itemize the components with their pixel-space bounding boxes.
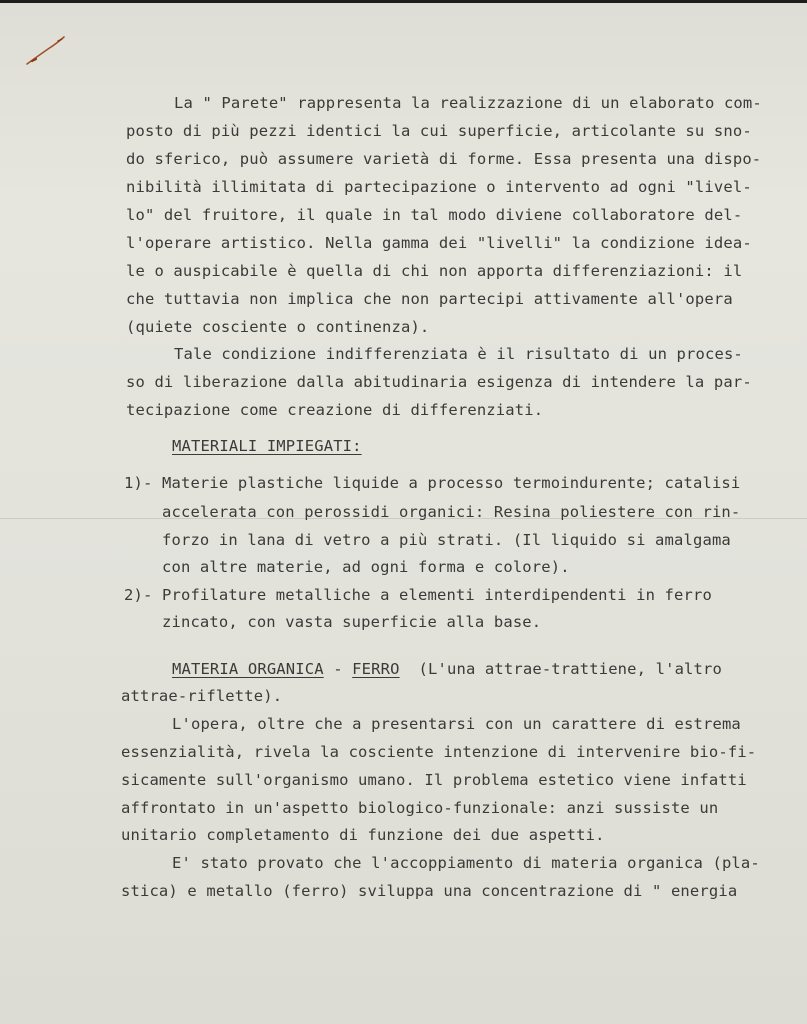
paragraph-1-line-4: nibilità illimitata di partecipazione o intervento ad ogni "livel- bbox=[126, 178, 752, 196]
section-2-heading-a: MATERIA ORGANICA bbox=[172, 660, 324, 678]
material-1-number: 1)- bbox=[124, 474, 153, 492]
material-2-line-1: Profilature metalliche a elementi interdipendenti in ferro bbox=[162, 586, 712, 604]
section-2-heading bbox=[172, 660, 722, 678]
paragraph-1-line-1: La " Parete" rappresenta la realizzazione di un elaborato com- bbox=[174, 94, 762, 112]
material-1-line-1: Materie plastiche liquide a processo termoindurente; catalisi bbox=[162, 474, 741, 492]
paragraph-1-line-6: l'operare artistico. Nella gamma dei "livelli" la condizione idea- bbox=[126, 234, 752, 252]
paragraph-2-line-2: so di liberazione dalla abitudinaria esigenza di intendere la par- bbox=[126, 373, 752, 391]
paragraph-1-line-2: posto di più pezzi identici la cui superficie, articolante su sno- bbox=[126, 122, 752, 140]
paragraph-1-line-3: do sferico, può assumere varietà di forme. Essa presenta una dispo- bbox=[126, 150, 762, 168]
paragraph-3-line-3: sicamente sull'organismo umano. Il problema estetico viene infatti bbox=[121, 771, 747, 789]
paragraph-3-line-5: unitario completamento di funzione dei due aspetti. bbox=[121, 826, 605, 844]
paragraph-1-line-5: lo" del fruitore, il quale in tal modo diviene collaboratore del- bbox=[126, 206, 743, 224]
paragraph-1-line-9: (quiete cosciente o continenza). bbox=[126, 318, 430, 336]
paragraph-1-line-8: che tuttavia non implica che non partecipi attivamente all'opera bbox=[126, 290, 733, 308]
paragraph-4-line-1: E' stato provato che l'accoppiamento di materia organica (pla- bbox=[172, 854, 760, 872]
material-1-line-2: accelerata con perossidi organici: Resina poliestere con rin- bbox=[162, 503, 741, 521]
pencil-mark-icon bbox=[24, 34, 68, 70]
paragraph-3-line-4: affrontato in un'aspetto biologico-funzionale: anzi sussiste un bbox=[121, 799, 719, 817]
paragraph-1-line-7: le o auspicabile è quella di chi non apporta differenziazioni: il bbox=[126, 262, 743, 280]
paragraph-2-line-1: Tale condizione indifferenziata è il risultato di un proces- bbox=[174, 345, 743, 363]
material-1-line-3: forzo in lana di vetro a più strati. (Il liquido si amalgama bbox=[162, 531, 731, 549]
material-1-line-4: con altre materie, ad ogni forma e colore). bbox=[162, 558, 570, 576]
section-2-heading-cont: attrae-riflette). bbox=[121, 687, 283, 705]
section-2-heading-b: FERRO bbox=[352, 660, 400, 678]
page-top-edge bbox=[0, 0, 807, 3]
section-2-separator: - bbox=[323, 660, 353, 678]
section-2-heading-rest: (L'una attrae-trattiene, l'altro bbox=[399, 660, 722, 678]
paragraph-4-line-2: stica) e metallo (ferro) sviluppa una concentrazione di " energia bbox=[121, 882, 738, 900]
paragraph-3-line-2: essenzialità, rivela la cosciente intenzione di intervenire bio-fi- bbox=[121, 743, 757, 761]
paragraph-3-line-1: L'opera, oltre che a presentarsi con un carattere di estrema bbox=[172, 715, 741, 733]
material-2-number: 2)- bbox=[124, 586, 153, 604]
material-2-line-2: zincato, con vasta superficie alla base. bbox=[162, 613, 542, 631]
paragraph-2-line-3: tecipazione come creazione di differenziati. bbox=[126, 401, 544, 419]
materials-heading: MATERIALI IMPIEGATI: bbox=[172, 437, 362, 455]
